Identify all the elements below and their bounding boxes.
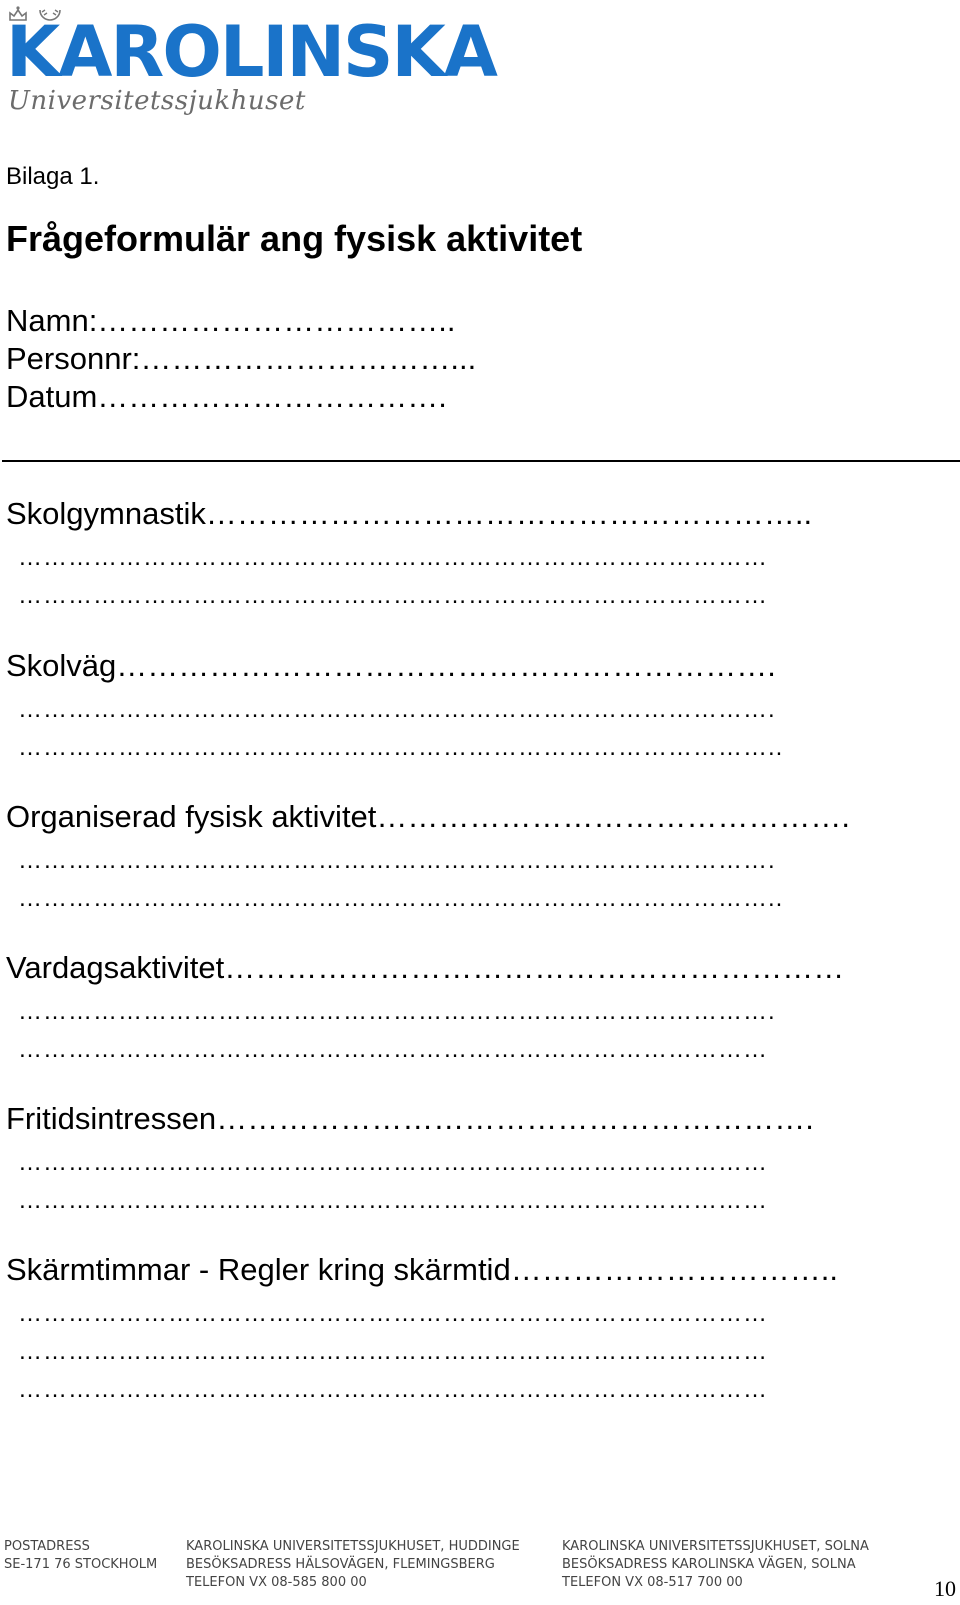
footer-line: KAROLINSKA UNIVERSITETSSJUKHUSET, SOLNA <box>562 1539 869 1554</box>
answer-line[interactable]: ……………………………………………………………………………… <box>18 1149 768 1176</box>
answer-line[interactable]: ………………………………………………………………………………. <box>18 998 776 1025</box>
footer-line: SE-171 76 STOCKHOLM <box>4 1557 158 1572</box>
footer-postal-address <box>4 1538 157 1574</box>
footer-line: BESÖKSADRESS HÄLSOVÄGEN, FLEMINGSBERG <box>186 1557 495 1572</box>
field-personnummer[interactable]: Personnr:…………………………... <box>6 341 477 376</box>
answer-line[interactable]: ……………………………………………………………………………….. <box>18 885 784 912</box>
field-date[interactable]: Datum……………………………. <box>6 379 447 414</box>
answer-dots: …………………………………………………… <box>224 950 845 985</box>
question-label: Skolgymnastik <box>6 496 206 531</box>
footer-line: POSTADRESS <box>4 1539 90 1554</box>
answer-line[interactable]: ……………………………………………………………………………… <box>18 582 768 609</box>
answer-line[interactable]: ………………………………………………………………………………. <box>18 847 776 874</box>
footer-line: TELEFON VX 08-517 700 00 <box>562 1575 743 1590</box>
question-label: Skärmtimmar - Regler kring skärmtid <box>6 1252 511 1287</box>
footer-line: TELEFON VX 08-585 800 00 <box>186 1575 367 1590</box>
question-label: Fritidsintressen <box>6 1101 217 1136</box>
answer-dots: ………………………………………. <box>376 799 851 834</box>
question-vardagsaktivitet[interactable] <box>6 950 844 986</box>
answer-dots: ………………………….. <box>510 1252 838 1287</box>
question-label: Organiserad fysisk aktivitet <box>6 799 377 834</box>
footer-line: KAROLINSKA UNIVERSITETSSJUKHUSET, HUDDINGE <box>186 1539 520 1554</box>
question-organiserad-aktivitet[interactable] <box>6 799 850 835</box>
answer-line[interactable]: ………………………………………………………………………………. <box>18 696 776 723</box>
logo-subtitle: Universitetssjukhuset <box>8 86 306 116</box>
answer-dots: …………………………………………………. <box>216 1101 814 1136</box>
answer-line[interactable]: ……………………………………………………………………………… <box>18 1376 768 1403</box>
answer-line[interactable]: ……………………………………………………………………………… <box>18 1187 768 1214</box>
answer-line[interactable]: ……………………………………………………………………………… <box>18 1036 768 1063</box>
field-name[interactable]: Namn:…………………………….. <box>6 303 456 338</box>
answer-dots: ………………………………………………………. <box>116 648 776 683</box>
answer-line[interactable]: ……………………………………………………………………………… <box>18 1338 768 1365</box>
section-divider <box>2 460 960 462</box>
page-number: 10 <box>934 1576 956 1601</box>
answer-line[interactable]: ……………………………………………………………………………….. <box>18 734 784 761</box>
karolinska-logo-wordmark: KAROLINSKA <box>6 11 496 93</box>
footer-solna-address <box>562 1538 869 1592</box>
page-title: Frågeformulär ang fysisk aktivitet <box>6 218 583 259</box>
question-label: Skolväg <box>6 648 117 683</box>
answer-dots: ………………………………………………….. <box>205 496 813 531</box>
question-skolvag[interactable] <box>6 648 776 684</box>
appendix-label: Bilaga 1. <box>6 163 100 190</box>
answer-line[interactable]: ……………………………………………………………………………… <box>18 544 768 571</box>
question-fritidsintressen[interactable] <box>6 1101 814 1137</box>
question-skarmtimmar[interactable] <box>6 1252 838 1288</box>
question-skolgymnastik[interactable] <box>6 496 812 532</box>
question-label: Vardagsaktivitet <box>6 950 225 985</box>
answer-line[interactable]: ……………………………………………………………………………… <box>18 1300 768 1327</box>
footer-huddinge-address <box>186 1538 520 1592</box>
footer-line: BESÖKSADRESS KAROLINSKA VÄGEN, SOLNA <box>562 1557 856 1572</box>
